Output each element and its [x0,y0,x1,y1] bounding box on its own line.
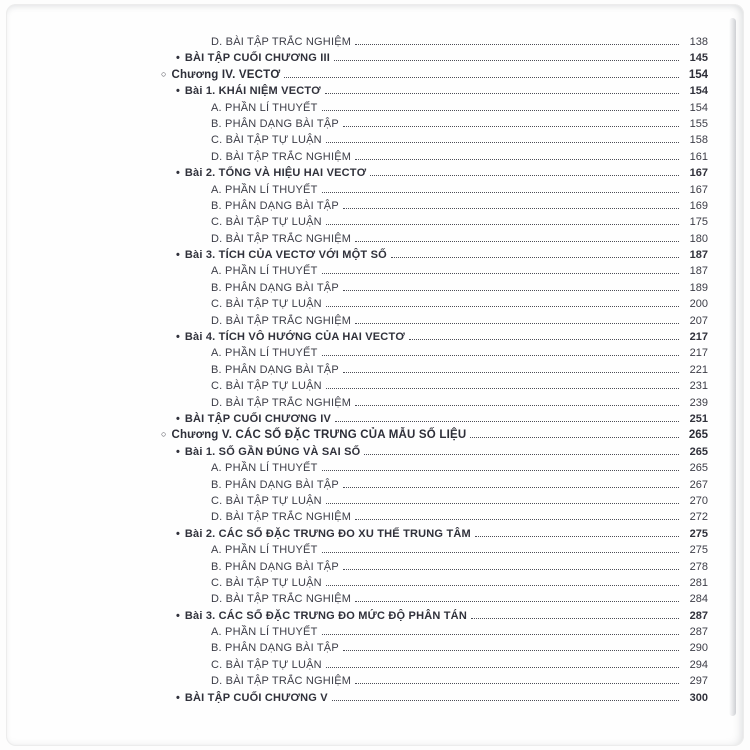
toc-row [211,132,708,148]
toc-page-number: 287 [689,626,708,639]
toc-row [211,34,708,50]
toc-row [211,509,708,525]
toc-page-number: 207 [689,314,708,327]
toc-row [211,624,708,640]
toc-label: C. BÀI TẬP TỰ LUẬN [211,380,322,393]
toc-label: D. BÀI TẬP TRẮC NGHIỆM [211,232,352,245]
toc-row [211,198,708,214]
toc-label: C. BÀI TẬP TỰ LUẬN [211,298,322,311]
toc-label: Chương V. CÁC SỐ ĐẶC TRƯNG CỦA MẪU SỐ LIỆU [171,429,467,442]
toc-row [211,460,708,476]
toc-row [211,214,708,230]
toc-label: B. PHÂN DẠNG BÀI TẬP [211,117,339,130]
dot-leader [322,355,680,356]
toc-page-number: 200 [689,298,708,311]
dot-leader [355,601,679,602]
dot-leader [343,372,679,373]
toc-label: A. PHẦN LÍ THUYẾT [211,462,318,475]
toc-label: Chương IV. VECTƠ [171,68,281,81]
dot-leader [343,208,679,209]
toc-label: D. BÀI TẬP TRẮC NGHIỆM [211,675,352,688]
toc-row [211,182,708,198]
bullet-icon: • [176,412,180,425]
toc-label: A. PHẦN LÍ THUYẾT [211,265,318,278]
toc-label: B. PHÂN DẠNG BÀI TẬP [211,281,339,294]
dot-leader [343,569,679,570]
toc-page-number: 265 [689,462,708,475]
toc-page-number: 278 [689,560,708,573]
toc-label: D. BÀI TẬP TRẮC NGHIỆM [211,314,352,327]
toc-label: Bài 4. TÍCH VÔ HƯỚNG CỦA HAI VECTƠ [184,331,405,344]
toc-page-number: 217 [689,347,708,360]
toc-page-number: 270 [689,494,708,507]
book-page [6,4,744,746]
toc-label: C. BÀI TẬP TỰ LUẬN [211,658,322,671]
toc-row [211,378,708,394]
dot-leader [322,273,680,274]
toc-row [211,673,708,689]
dot-leader [355,323,679,324]
toc-page-number: 267 [689,478,708,491]
bullet-icon: • [176,609,180,622]
dot-leader [471,618,679,619]
toc-page-number: 275 [689,527,708,540]
toc-label: B. PHÂN DẠNG BÀI TẬP [211,199,339,212]
toc-row [211,263,708,279]
toc-label: A. PHẦN LÍ THUYẾT [211,544,318,557]
toc-label: C. BÀI TẬP TỰ LUẬN [211,494,322,507]
toc-page-number: 297 [689,675,708,688]
toc-row [211,149,708,165]
toc-row [211,591,708,607]
dot-leader [334,60,679,61]
toc-label: A. PHẦN LÍ THUYẾT [211,101,318,114]
toc-page-number: 287 [689,609,708,622]
toc-page-number: 154 [689,85,708,98]
toc-label: BÀI TẬP CUỐI CHƯƠNG V [184,691,328,704]
toc-label: C. BÀI TẬP TỰ LUẬN [211,134,322,147]
toc-page-number: 187 [689,249,708,262]
toc-page-number: 265 [689,445,708,458]
toc-label: BÀI TẬP CUỐI CHƯƠNG IV [184,412,332,425]
bullet-icon: • [176,331,180,344]
dot-leader [343,290,679,291]
dot-leader [355,519,679,520]
toc-page-number: 275 [689,544,708,557]
toc-row [176,690,708,706]
dot-leader [325,93,679,94]
toc-row [161,67,708,83]
toc-page-number: 294 [689,658,708,671]
toc-row [176,608,708,624]
toc-row [211,493,708,509]
bullet-icon: • [176,249,180,262]
toc-page-number: 180 [689,232,708,245]
toc-row [176,50,708,66]
toc-page-number: 265 [688,429,708,442]
toc-row [176,526,708,542]
toc-page-number: 187 [689,265,708,278]
toc-row [211,296,708,312]
toc-page-number: 231 [689,380,708,393]
bullet-icon: • [176,527,180,540]
toc-row [176,83,708,99]
toc-page-number: 284 [689,593,708,606]
dot-leader [409,339,679,340]
dot-leader [343,650,679,651]
toc-row [176,444,708,460]
toc-page-number: 281 [689,576,708,589]
toc-label: BÀI TẬP CUỐI CHƯƠNG III [184,52,330,65]
toc-row [176,411,708,427]
dot-leader [364,454,679,455]
dot-leader [326,306,679,307]
toc-page-number: 154 [688,68,708,81]
toc-row [211,477,708,493]
toc-label: D. BÀI TẬP TRẮC NGHIỆM [211,511,352,524]
toc-label: D. BÀI TẬP TRẮC NGHIỆM [211,150,352,163]
toc-page-number: 251 [689,412,708,425]
toc-label: C. BÀI TẬP TỰ LUẬN [211,576,322,589]
dot-leader [391,257,679,258]
dot-leader [335,421,679,422]
toc-row [211,116,708,132]
toc-row [211,657,708,673]
toc-row [211,640,708,656]
toc-label: Bài 3. CÁC SỐ ĐẶC TRƯNG ĐO MỨC ĐỘ PHÂN TÁN [184,609,467,622]
dot-leader [332,700,679,701]
toc-row [211,575,708,591]
dot-leader [284,77,679,78]
toc-page-number: 300 [689,691,708,704]
toc-label: D. BÀI TẬP TRẮC NGHIỆM [211,396,352,409]
toc-row [176,247,708,263]
dot-leader [322,470,680,471]
dot-leader [470,437,679,438]
bullet-icon: • [176,85,180,98]
toc-row [211,231,708,247]
toc-row [211,395,708,411]
chapter-circle-icon: ○ [161,68,167,79]
bullet-icon: • [176,691,180,704]
toc-page-number: 167 [689,183,708,196]
toc-page-number: 169 [689,199,708,212]
dot-leader [355,44,679,45]
toc-row [211,345,708,361]
dot-leader [326,388,679,389]
toc-label: D. BÀI TẬP TRẮC NGHIỆM [211,36,352,48]
dot-leader [326,503,679,504]
toc-label: Bài 1. SỐ GẦN ĐÚNG VÀ SAI SỐ [184,445,361,458]
toc-page-number: 155 [689,117,708,130]
dot-leader [326,142,679,143]
toc-row [211,542,708,558]
toc-row [211,100,708,116]
dot-leader [322,634,680,635]
toc [161,34,708,706]
toc-label: A. PHẦN LÍ THUYẾT [211,626,318,639]
dot-leader [343,487,679,488]
toc-page-number: 189 [689,281,708,294]
bullet-icon: • [176,445,180,458]
toc-row [176,329,708,345]
toc-page-number: 138 [689,36,708,48]
dot-leader [355,405,679,406]
toc-page-number: 158 [689,134,708,147]
toc-label: B. PHÂN DẠNG BÀI TẬP [211,560,339,573]
toc-page-number: 167 [689,167,708,180]
toc-row [211,313,708,329]
toc-page-number: 272 [689,511,708,524]
toc-label: B. PHÂN DẠNG BÀI TẬP [211,642,339,655]
toc-label: A. PHẦN LÍ THUYẾT [211,347,318,360]
dot-leader [475,536,679,537]
toc-page-number: 239 [689,396,708,409]
toc-row [211,362,708,378]
chapter-circle-icon: ○ [161,429,167,440]
dot-leader [326,224,679,225]
toc-label: B. PHÂN DẠNG BÀI TẬP [211,363,339,376]
toc-page-number: 290 [689,642,708,655]
bullet-icon: • [176,52,180,65]
dot-leader [355,241,679,242]
dot-leader [343,126,679,127]
toc-label: A. PHẦN LÍ THUYẾT [211,183,318,196]
dot-leader [326,667,679,668]
bullet-icon: • [176,167,180,180]
toc-label: C. BÀI TẬP TỰ LUẬN [211,216,322,229]
toc-row [176,165,708,181]
toc-label: Bài 2. CÁC SỐ ĐẶC TRƯNG ĐO XU THẾ TRUNG TÂM [184,527,471,540]
toc-page-number: 221 [689,363,708,376]
toc-page-number: 217 [689,331,708,344]
toc-label: D. BÀI TẬP TRẮC NGHIỆM [211,593,352,606]
page-right-shade [729,18,736,716]
toc-row [211,280,708,296]
toc-page-number: 154 [689,101,708,114]
toc-label: Bài 2. TỔNG VÀ HIỆU HAI VECTƠ [184,167,367,180]
dot-leader [355,159,679,160]
dot-leader [355,683,679,684]
toc-row [211,559,708,575]
dot-leader [322,110,680,111]
toc-page-number: 175 [689,216,708,229]
toc-page-number: 145 [689,52,708,65]
toc-label: Bài 1. KHÁI NIỆM VECTƠ [184,85,321,98]
toc-page-number: 161 [689,150,708,163]
dot-leader [370,175,679,176]
toc-label: B. PHÂN DẠNG BÀI TẬP [211,478,339,491]
dot-leader [322,192,680,193]
dot-leader [326,585,679,586]
dot-leader [322,552,680,553]
toc-row [161,427,708,443]
toc-label: Bài 3. TÍCH CỦA VECTƠ VỚI MỘT SỐ [184,249,387,262]
